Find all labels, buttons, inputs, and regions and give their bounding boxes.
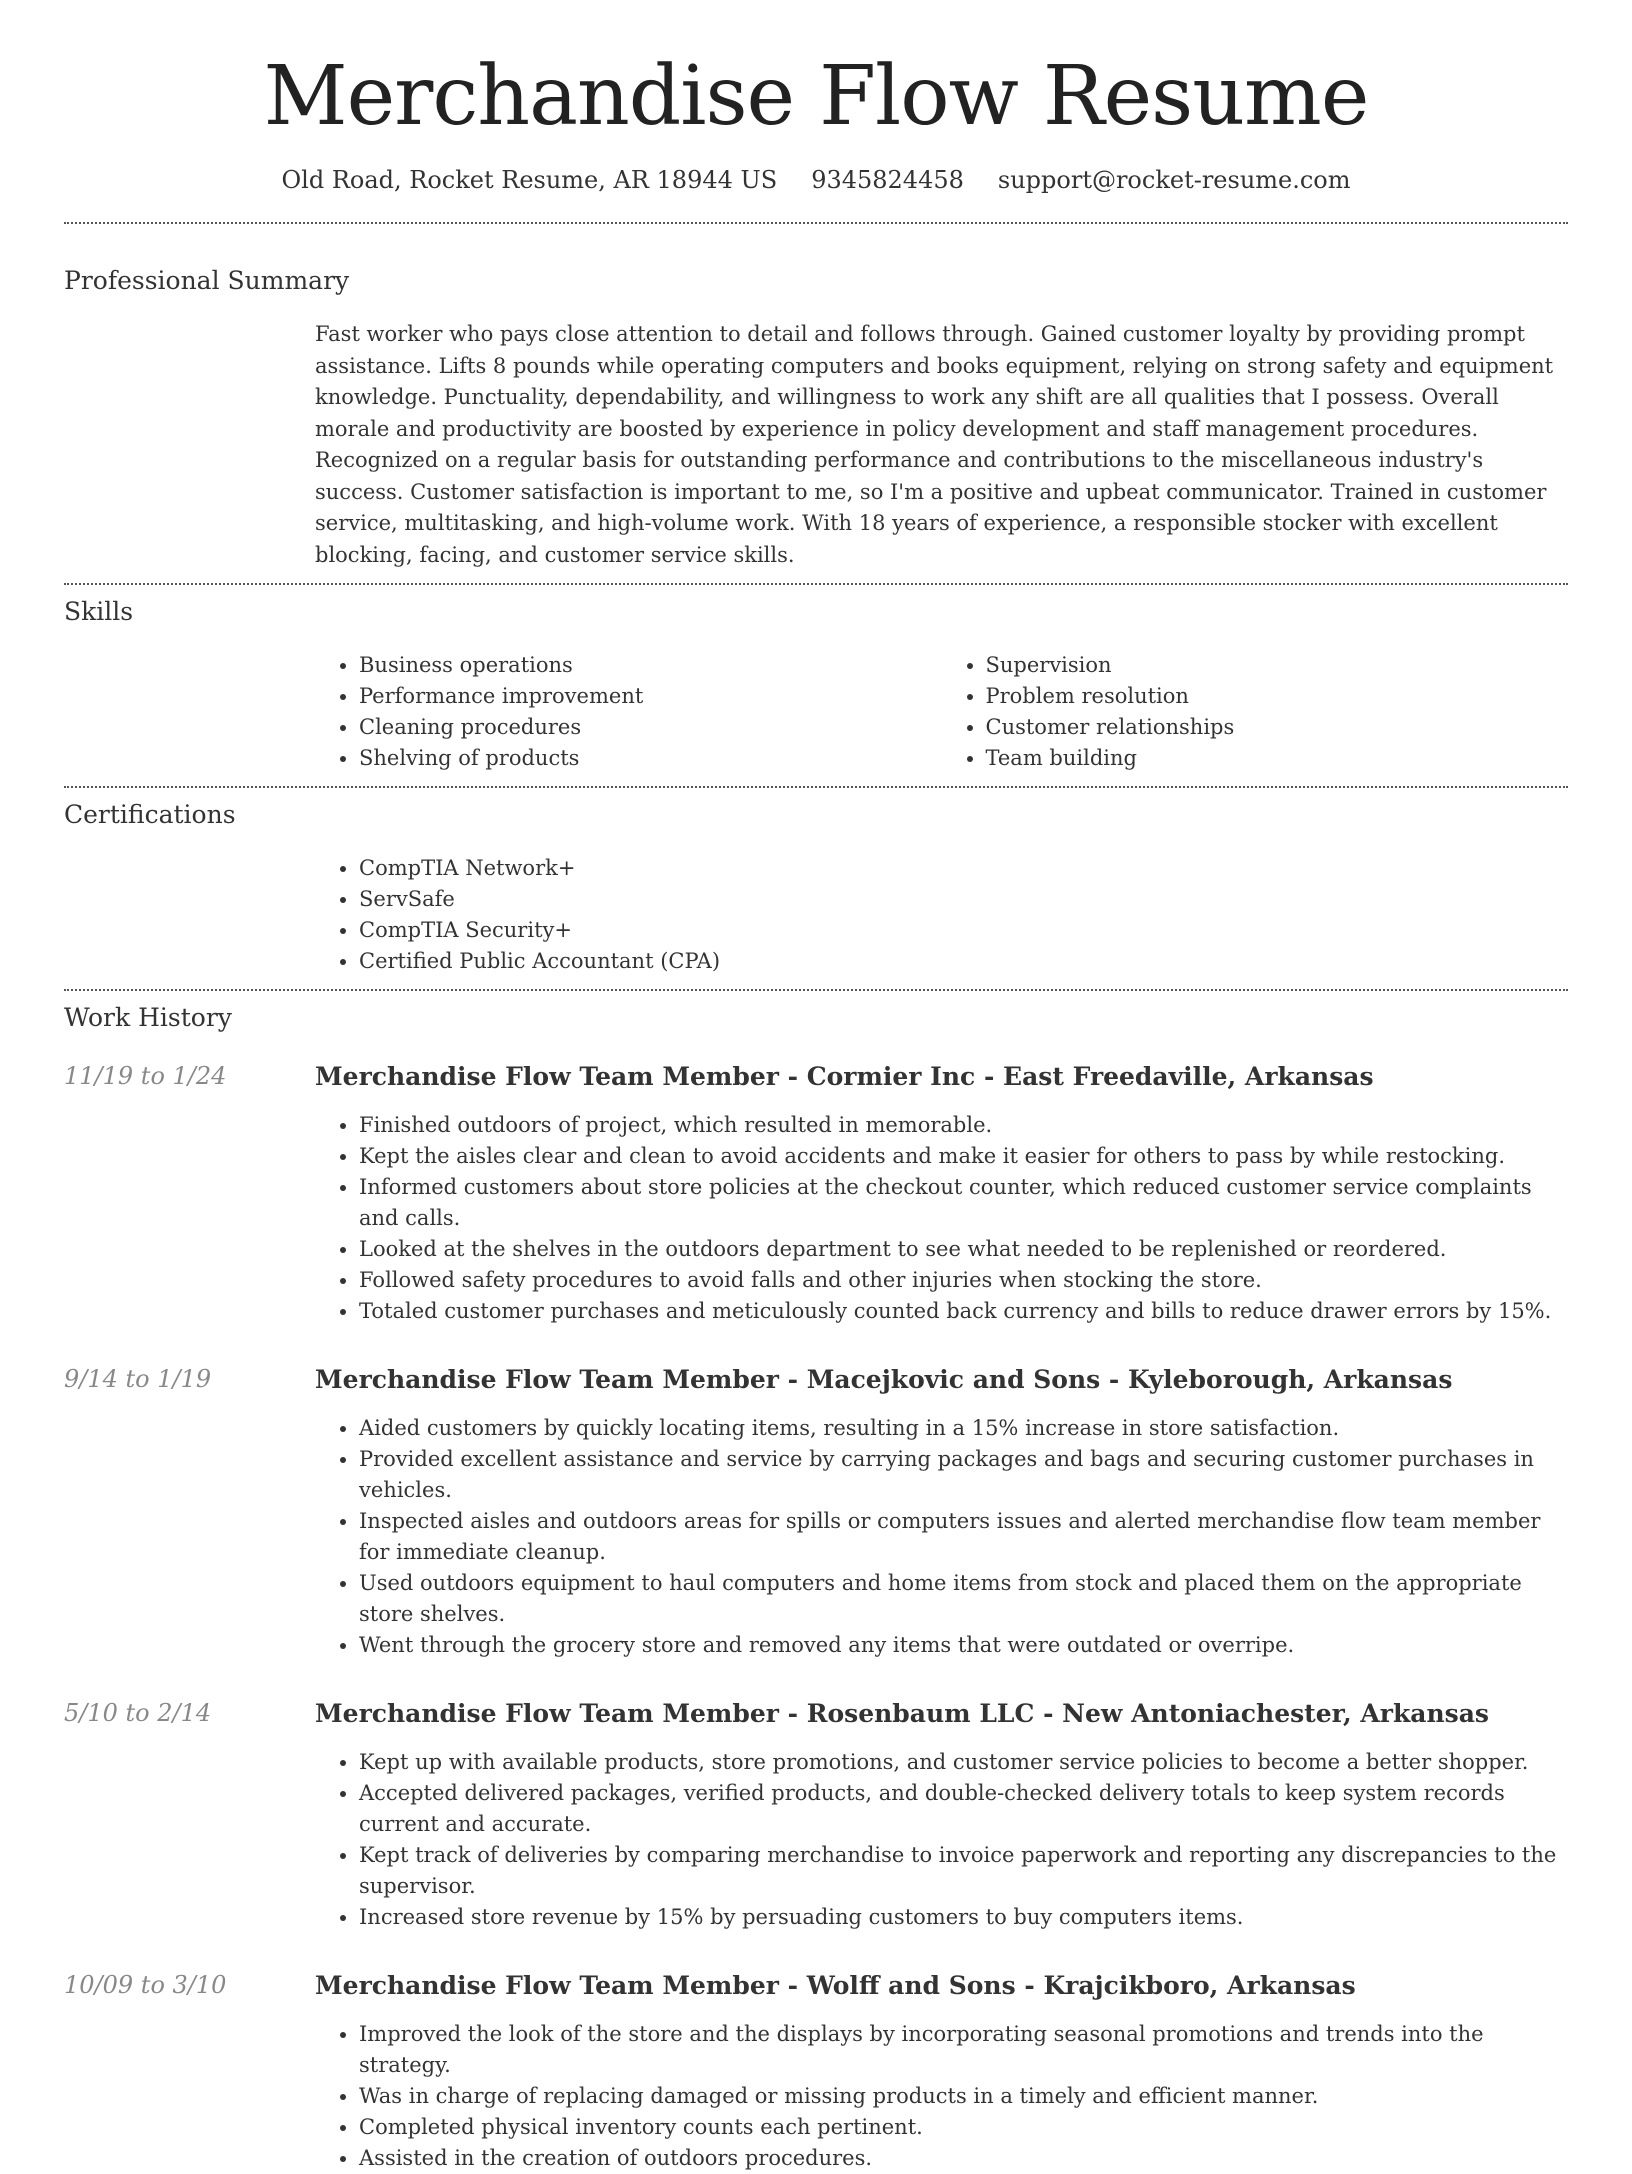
contact-line [0, 166, 1632, 194]
work-section [0, 991, 1632, 2174]
job-bullet: • Inspected aisles and outdoors areas for spills or computers issues and alerted merchandise flow team member for immediate cleanup. [359, 1506, 1568, 1568]
job-entry [64, 1699, 1568, 1933]
job-bullets [315, 1413, 1568, 1661]
job-title: Merchandise Flow Team Member - Wolff and Sons - Krajcikboro, Arkansas [315, 1971, 1356, 2001]
skill-item: • Problem resolution [986, 681, 1569, 712]
job-date: 9/14 to 1/19 [64, 1365, 212, 1394]
job-bullet: • Looked at the shelves in the outdoors department to see what needed to be replenished or reordered. [359, 1234, 1568, 1265]
contact-phone: 9345824458 [811, 166, 964, 195]
skills-title: Skills [64, 597, 134, 627]
job-bullet: • Improved the look of the store and the displays by incorporating seasonal promotions and trends into the strategy. [359, 2019, 1568, 2081]
job-bullet: • Provided excellent assistance and service by carrying packages and bags and securing customer purchases in vehicles. [359, 1444, 1568, 1506]
job-entry [64, 1062, 1568, 1327]
job-bullet: • Informed customers about store policies at the checkout counter, which reduced customer service complaints and calls. [359, 1172, 1568, 1234]
skill-item: • Cleaning procedures [359, 712, 942, 743]
skills-section [0, 585, 1632, 786]
certification-item: • Certified Public Accountant (CPA) [359, 946, 1568, 977]
certification-item: • CompTIA Security+ [359, 915, 1568, 946]
job-bullets [315, 1747, 1568, 1933]
job-bullet: • Totaled customer purchases and meticulously counted back currency and bills to reduce drawer errors by 15%. [359, 1296, 1568, 1327]
summary-title: Professional Summary [64, 266, 350, 296]
summary-section [0, 224, 1632, 583]
certification-item: • ServSafe [359, 884, 1568, 915]
certification-item: • CompTIA Network+ [359, 853, 1568, 884]
job-bullets [315, 2019, 1568, 2174]
skill-item: • Team building [986, 743, 1569, 774]
contact-address: Old Road, Rocket Resume, AR 18944 US [281, 166, 778, 195]
job-date: 5/10 to 2/14 [64, 1699, 212, 1728]
job-bullet: • Completed physical inventory counts each pertinent. [359, 2112, 1568, 2143]
skill-item: • Customer relationships [986, 712, 1569, 743]
job-bullets [315, 1110, 1568, 1327]
skills-column-right [942, 650, 1569, 774]
job-bullet: • Was in charge of replacing damaged or missing products in a timely and efficient manner. [359, 2081, 1568, 2112]
contact-email: support@rocket-resume.com [997, 166, 1351, 195]
job-bullet: • Followed safety procedures to avoid falls and other injuries when stocking the store. [359, 1265, 1568, 1296]
job-date: 10/09 to 3/10 [64, 1971, 227, 2000]
skill-item: • Performance improvement [359, 681, 942, 712]
job-bullet: • Finished outdoors of project, which resulted in memorable. [359, 1110, 1568, 1141]
skills-column-left [315, 650, 942, 774]
job-bullet: • Aided customers by quickly locating items, resulting in a 15% increase in store satisfaction. [359, 1413, 1568, 1444]
job-date: 11/19 to 1/24 [64, 1062, 227, 1091]
job-bullet: • Went through the grocery store and removed any items that were outdated or overripe. [359, 1630, 1568, 1661]
resume-name: Merchandise Flow Resume [263, 49, 1369, 144]
job-title: Merchandise Flow Team Member - Rosenbaum LLC - New Antoniachester, Arkansas [315, 1699, 1490, 1729]
job-entry [64, 1971, 1568, 2174]
job-bullet: • Used outdoors equipment to haul computers and home items from stock and placed them on the appropriate store shelves. [359, 1568, 1568, 1630]
certifications-title: Certifications [64, 800, 236, 830]
certifications-list [315, 853, 1568, 977]
job-bullet: • Kept track of deliveries by comparing merchandise to invoice paperwork and reporting any discrepancies to the supervisor. [359, 1840, 1568, 1902]
job-bullet: • Assisted in the creation of outdoors procedures. [359, 2143, 1568, 2174]
job-title: Merchandise Flow Team Member - Macejkovic and Sons - Kyleborough, Arkansas [315, 1365, 1453, 1395]
job-title: Merchandise Flow Team Member - Cormier Inc - East Freedaville, Arkansas [315, 1062, 1374, 1092]
job-bullet: • Increased store revenue by 15% by persuading customers to buy computers items. [359, 1902, 1568, 1933]
summary-text: Fast worker who pays close attention to detail and follows through. Gained customer loyalty by providing prompt assistance. Lifts 8 pounds while operating computers and books equipment, relying on strong safety and equipment knowledge. Punctuality, dependability, and willingness to work any shift are all qualities that I possess. Overall morale and productivity are boosted by experience in policy development and staff management procedures. Recognized on a regular basis for outstanding performance and contributions to the miscellaneous industry's success. Customer satisfaction is important to me, so I'm a positive and upbeat communicator. Trained in customer service, multitasking, and high-volume work. With 18 years of experience, a responsible stocker with excellent blocking, facing, and customer service skills. [315, 322, 1554, 567]
certifications-section [0, 788, 1632, 989]
job-bullet: • Kept the aisles clear and clean to avoid accidents and make it easier for others to pass by while restocking. [359, 1141, 1568, 1172]
job-bullet: • Kept up with available products, store promotions, and customer service policies to become a better shopper. [359, 1747, 1568, 1778]
work-title: Work History [64, 1003, 232, 1033]
job-entry [64, 1365, 1568, 1661]
skill-item: • Supervision [986, 650, 1569, 681]
job-bullet: • Accepted delivered packages, verified products, and double-checked delivery totals to keep system records current and accurate. [359, 1778, 1568, 1840]
resume-header [0, 0, 1632, 194]
skill-item: • Shelving of products [359, 743, 942, 774]
skills-list [315, 650, 1568, 774]
skill-item: • Business operations [359, 650, 942, 681]
